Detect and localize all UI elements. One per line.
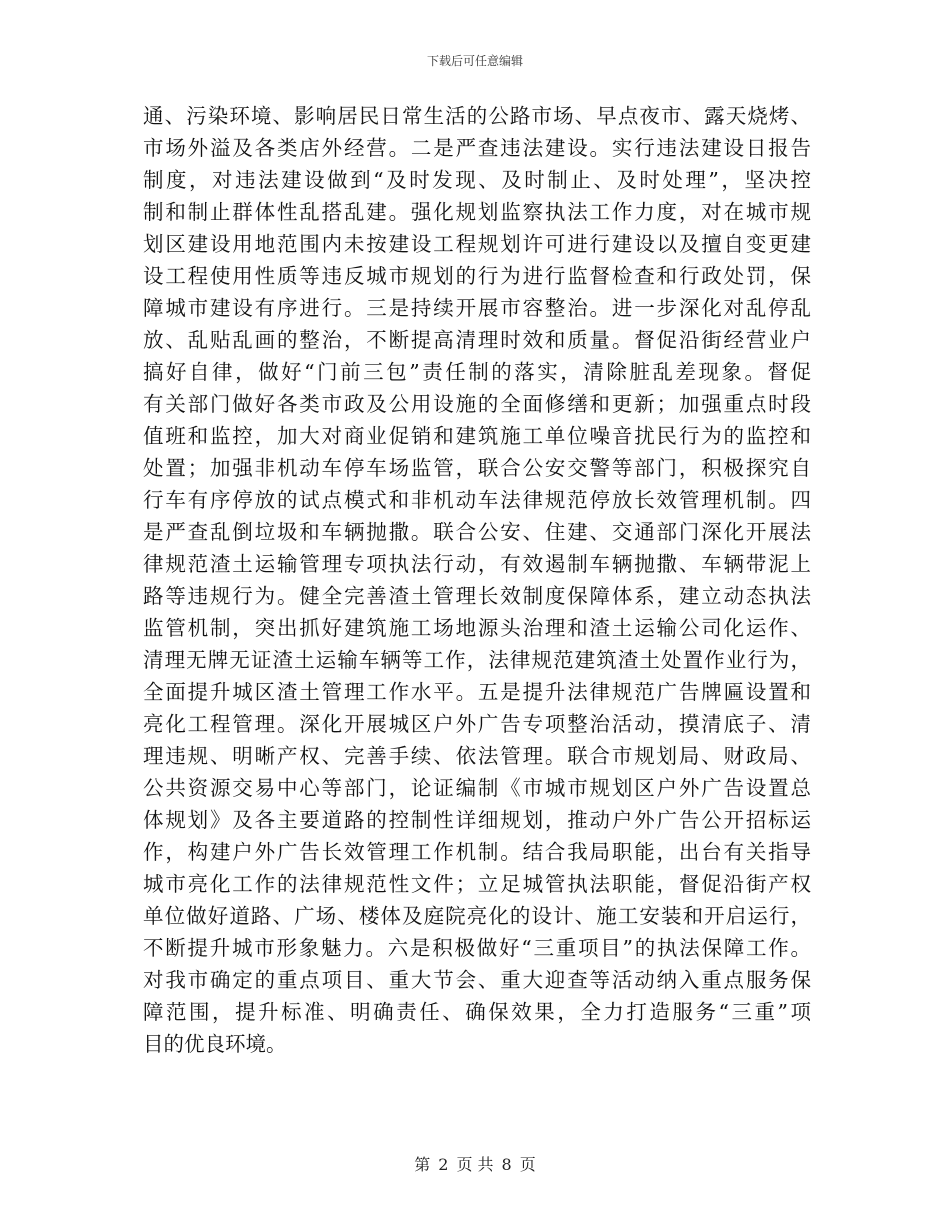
body-text-line: 路等违规行为。健全完善渣土管理长效制度保障体系，建立动态执法 [143,584,811,608]
body-text-line: 目的优良环境。 [143,1032,287,1056]
body-text-line: 放、乱贴乱画的整治，不断提高清理时效和质量。督促沿街经营业户 [143,328,811,352]
footer-middle: 页 共 [456,1155,494,1174]
body-text-line: 障城市建设有序进行。三是持续开展市容整治。进一步深化对乱停乱 [143,296,811,320]
body-text-line: 作，构建户外广告长效管理工作机制。结合我局职能，出台有关指导 [143,840,811,864]
body-text-line: 全面提升城区渣土管理工作水平。五是提升法律规范广告牌匾设置和 [143,680,811,704]
body-text-line: 行车有序停放的试点模式和非机动车法律规范停放长效管理机制。四 [143,488,811,512]
body-text-line: 清理无牌无证渣土运输车辆等工作，法律规范建筑渣土处置作业行为， [143,648,811,672]
body-text-line: 体规划》及各主要道路的控制性详细规划，推动户外广告公开招标运 [143,808,811,832]
body-text-line: 对我市确定的重点项目、重大节会、重大迎查等活动纳入重点服务保 [143,968,811,992]
body-text-line: 市场外溢及各类店外经营。二是严查违法建设。实行违法建设日报告 [143,136,811,160]
body-text-line: 公共资源交易中心等部门，论证编制《市城市规划区户外广告设置总 [143,776,811,800]
body-text-line: 是严查乱倒垃圾和车辆抛撒。联合公安、住建、交通部门深化开展法 [143,520,811,544]
body-text-line: 值班和监控，加大对商业促销和建筑施工单位噪音扰民行为的监控和 [143,424,811,448]
footer-suffix: 页 [519,1155,536,1174]
body-text-line: 理违规、明晰产权、完善手续、依法管理。联合市规划局、财政局、 [143,744,811,768]
body-text-line: 障范围，提升标准、明确责任、确保效果，全力打造服务“三重”项 [143,1000,811,1024]
body-text-line: 监管机制，突出抓好建筑施工场地源头治理和渣土运输公司化运作、 [143,616,811,640]
body-text-line: 城市亮化工作的法律规范性文件；立足城管执法职能，督促沿街产权 [143,872,811,896]
page-footer [0,1155,950,1175]
body-text-line: 制和制止群体性乱搭乱建。强化规划监察执法工作力度，对在城市规 [143,200,811,224]
body-text-line: 划区建设用地范围内未按建设工程规划许可进行建设以及擅自变更建 [143,232,811,256]
footer-prefix: 第 [414,1155,431,1174]
body-text-line: 亮化工程管理。深化开展城区户外广告专项整治活动，摸清底子、清 [143,712,811,736]
document-body [143,100,811,1060]
body-text-line: 单位做好道路、广场、楼体及庭院亮化的设计、施工安装和开启运行， [143,904,811,928]
body-text-line: 搞好自律，做好“门前三包”责任制的落实，清除脏乱差现象。督促 [143,360,811,384]
page-header: 下载后可任意编辑 [426,54,523,68]
body-text-line: 设工程使用性质等违反城市规划的行为进行监督检查和行政处罚，保 [143,264,811,288]
body-text-line: 通、污染环境、影响居民日常生活的公路市场、早点夜市、露天烧烤、 [143,104,811,128]
total-page-count: 8 [501,1155,512,1174]
body-text-line: 处置；加强非机动车停车场监管，联合公安交警等部门，积极探究自 [143,456,811,480]
body-text-line: 有关部门做好各类市政及公用设施的全面修缮和更新；加强重点时段 [143,392,811,416]
body-text-line: 不断提升城市形象魅力。六是积极做好“三重项目”的执法保障工作。 [143,936,811,960]
body-text-line: 制度，对违法建设做到“及时发现、及时制止、及时处理”，坚决控 [143,168,811,192]
current-page-number: 2 [438,1155,449,1174]
body-text-line: 律规范渣土运输管理专项执法行动，有效遏制车辆抛撒、车辆带泥上 [143,552,811,576]
